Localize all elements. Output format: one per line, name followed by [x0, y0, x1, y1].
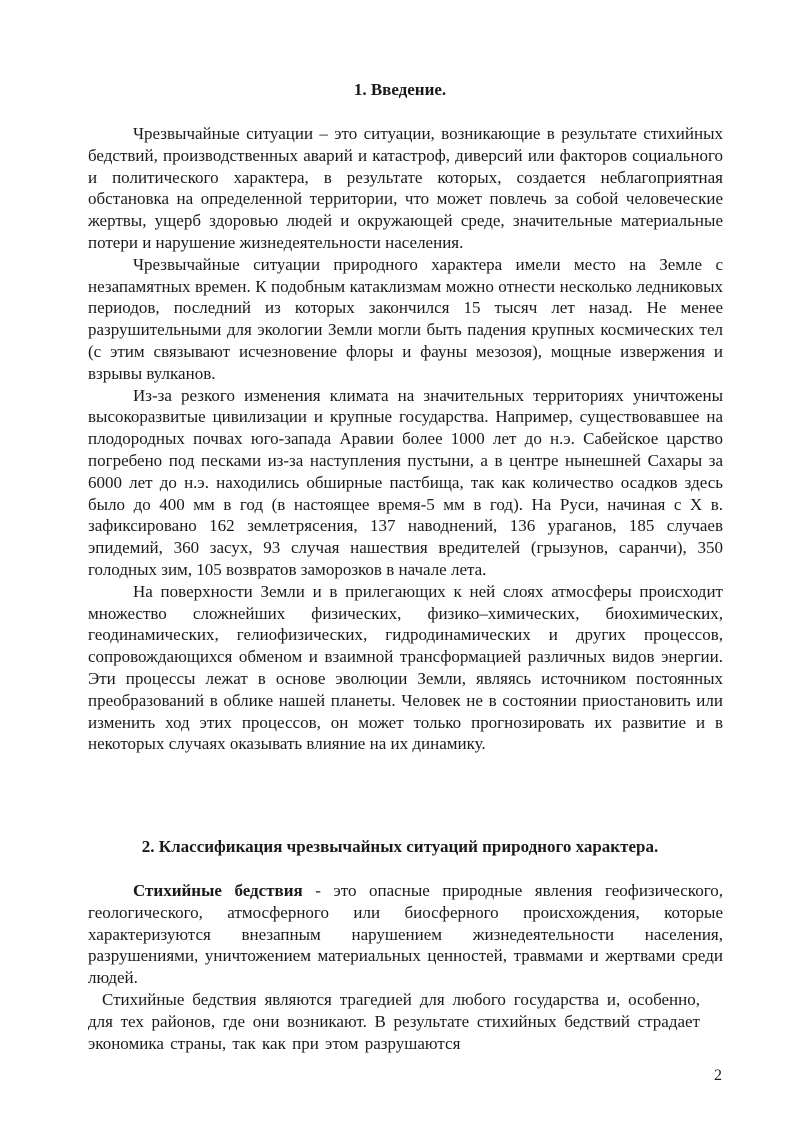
paragraph-consequences: Стихийные бедствия являются трагедией для любого государства и, особенно, для тех районов, где они возникают. В результате стихийных бедствий страдает экономика страны, так как при этом разрушаются — [88, 989, 700, 1053]
definition-text: - это опасные природные явления геофизического, геологического, атмосферного или биосферного происхождения, которые характеризуются внезапным нарушением жизнедеятельности населения, разрушениями, уничтожением материальных ценностей, травмами и жертвами среди людей. — [88, 881, 723, 988]
paragraph-2: Чрезвычайные ситуации природного характера имели место на Земле с незапамятных времен. К подобным катаклизмам можно отнести несколько ледниковых периодов, последний из которых закончился 15 тысяч лет назад. Не менее разрушительными для экологии Земли могли быть падения крупных космических тел (с этим связывают исчезновение флоры и фауны мезозоя), мощные извержения и взрывы вулканов. — [88, 254, 723, 383]
section-2-body — [88, 880, 723, 1054]
definition-paragraph — [88, 880, 723, 989]
section-1-title: 1. Введение. — [353, 80, 447, 99]
section-1-body — [88, 123, 723, 755]
paragraph-4: На поверхности Земли и в прилегающих к ней слоях атмосферы происходит множество сложнейших физических, физико–химических, биохимических, геодинамических, гелиофизических, гидродинамических и других процессов, сопровождающихся обменом и взаимной трансформацией различных видов энергии. Эти процессы лежат в основе эволюции Земли, являясь источником постоянных преобразований в облике нашей планеты. Человек не в состоянии приостановить или изменить ход этих процессов, он может только прогнозировать их развитие и в некоторых случаях оказывать влияние на их динамику. — [88, 581, 723, 754]
section-2-title: 2. Классификация чрезвычайных ситуаций природного характера. — [141, 837, 659, 856]
paragraph-3: Из-за резкого изменения климата на значительных территориях уничтожены высокоразвитые цивилизации и крупные государства. Например, существовавшее на плодородных почвах юго-запада Аравии более 1000 лет до н.э. Сабейское царство погребено под песками из-за наступления пустыни, а в центре нынешней Сахары за 6000 лет до н.э. находились обширные пастбища, так как количество осадков здесь было до 400 мм в год (в настоящее время-5 мм в год). На Руси, начиная с X в. зафиксировано 162 землетрясения, 137 наводнений, 136 ураганов, 185 случаев эпидемий, 360 засух, 93 случая нашествия вредителей (грызунов, саранчи), 350 голодных зим, 105 возвратов заморозков в начале лета. — [88, 385, 723, 579]
page-number: 2 — [714, 1067, 722, 1084]
paragraph-1: Чрезвычайные ситуации – это ситуации, возникающие в результате стихийных бедствий, производственных аварий и катастроф, диверсий или факторов социального и политического характера, в результате которых, создается неблагоприятная обстановка на определенной территории, что может повлечь за собой человеческие жертвы, ущерб здоровью людей и окружающей среде, значительные материальные потери и нарушение жизнедеятельности населения. — [88, 124, 723, 252]
definition-term: Стихийные бедствия — [133, 881, 303, 900]
